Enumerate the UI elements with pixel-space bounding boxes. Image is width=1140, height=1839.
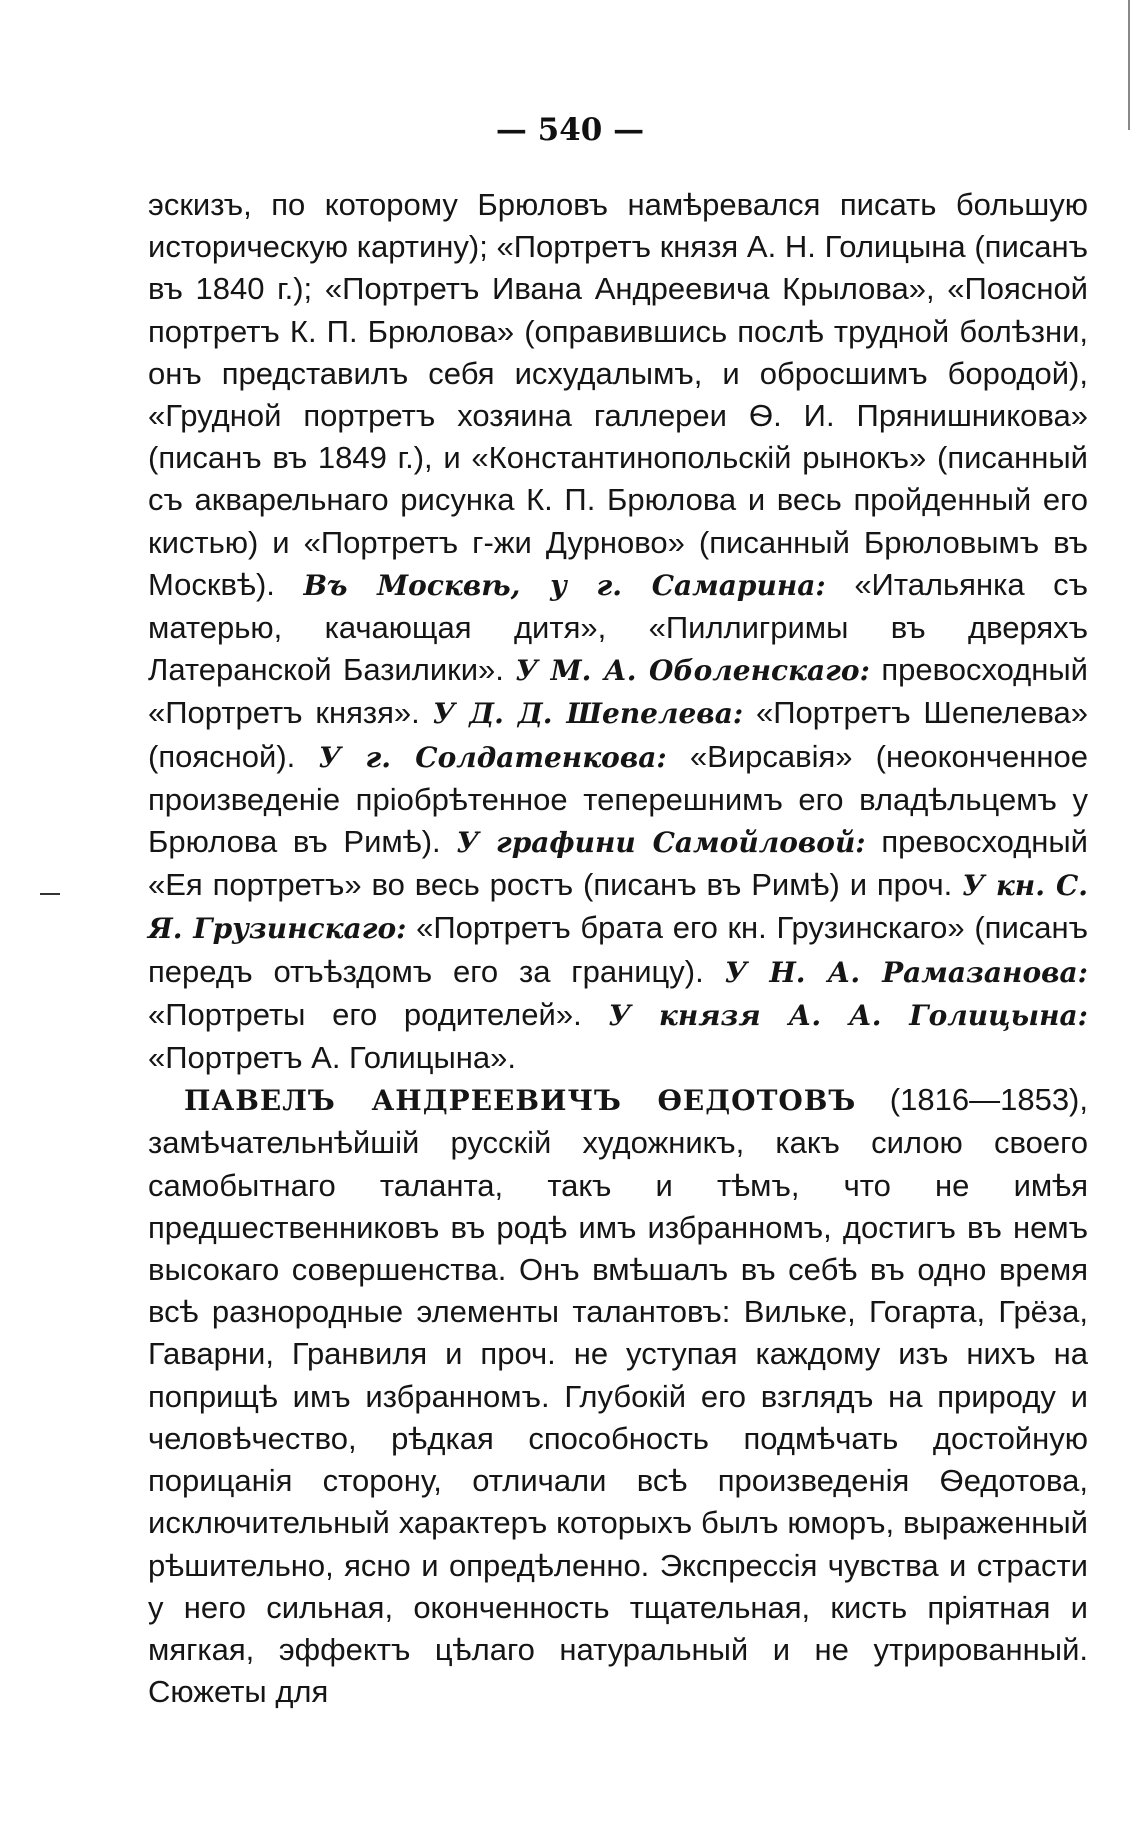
- text-run: превосходный «Ея портретъ» во весь ростъ (писанъ въ Римѣ) и проч.: [148, 824, 1088, 903]
- text-run: «Вирсавія» (неоконченное произведеніе пріобрѣтенное теперешнимъ его владѣльцемъ у Брюлова въ Римѣ).: [148, 738, 1088, 860]
- margin-mark: [40, 893, 60, 895]
- collection-owner: Въ Москвѣ, у г. Самарина:: [303, 568, 826, 602]
- text-run: «Портретъ А. Голицына».: [148, 1040, 516, 1076]
- entry-heading: ПАВЕЛЪ АНДРЕЕВИЧЪ ѲЕДОТОВЪ: [184, 1084, 857, 1118]
- collection-owner: У графини Самойловой:: [456, 826, 866, 860]
- collection-owner: У г. Солдатенкова:: [318, 740, 667, 774]
- text-run: превосходный «Портретъ князя».: [148, 652, 1088, 731]
- text-run: «Итальянка съ матерью, качающая дитя», «Пиллигримы въ дверяхъ Латеранской Базилики».: [148, 566, 1088, 688]
- paragraph: [148, 184, 1088, 1079]
- collection-owner: У Д. Д. Шепелева:: [432, 697, 744, 731]
- collection-owner: У Н. А. Рамазанова:: [724, 955, 1088, 989]
- page-number: — 540 —: [495, 112, 645, 148]
- text-run: (1816—1853), замѣчательнѣйшій русскій художникъ, какъ силою своего самобытнаго таланта, такъ и тѣмъ, что не имѣя предшественниковъ въ родѣ имъ избранномъ, достигъ въ немъ высокаго совершенства. Онъ вмѣшалъ въ себѣ въ одно время всѣ разнородные элементы талантовъ: Вильке, Гогарта, Грёза, Гаварни, Гранвиля и проч. не уступая каждому изъ нихъ на поприщѣ имъ избранномъ. Глубокій его взглядъ на природу и человѣчество, рѣдкая способность подмѣчать достойную порицанія сторону, отличали всѣ произведенія Ѳедотова, исключительный характеръ которыхъ былъ юморъ, выраженный рѣшительно, ясно и опредѣленно. Экспрессія чувства и страсти у него сильная, оконченность тщательная, кисть пріятная и мягкая, эффектъ цѣлаго натуральный и не утрированный. Сюжеты для: [148, 1082, 1088, 1710]
- body-text: [148, 184, 1088, 1713]
- text-run: «Портретъ Шепелева» (поясной).: [148, 695, 1089, 774]
- collection-owner: У князя А. А. Голицына:: [608, 998, 1088, 1032]
- collection-owner: У кн. С. Я. Грузинскаго:: [148, 869, 1088, 946]
- text-run: «Портретъ брата его кн. Грузинскаго» (писанъ передъ отъѣздомъ его за границу).: [148, 910, 1088, 989]
- page-edge-mark: [1128, 0, 1130, 130]
- text-run: эскизъ, по которому Брюловъ намѣревался писать большую историческую картину); «Портретъ князя А. Н. Голицына (писанъ въ 1840 г.); «Портретъ Ивана Андреевича Крылова», «Поясной портретъ К. П. Брюлова» (оправившись послѣ трудной болѣзни, онъ представилъ себя исхудалымъ, и обросшимъ бородой), «Грудной портретъ хозяина галлереи Ѳ. И. Прянишникова» (писанъ въ 1849 г.), и «Константинопольскій рынокъ» (писанный съ акварельнаго рисунка К. П. Брюлова и весь пройденный его кистью) и «Портретъ г-жи Дурново» (писанный Брюловымъ въ Москвѣ).: [148, 187, 1088, 602]
- paragraph: [148, 1079, 1088, 1713]
- text-run: «Портреты его родителей».: [148, 996, 609, 1032]
- collection-owner: У М. А. Оболенскаго:: [515, 654, 870, 688]
